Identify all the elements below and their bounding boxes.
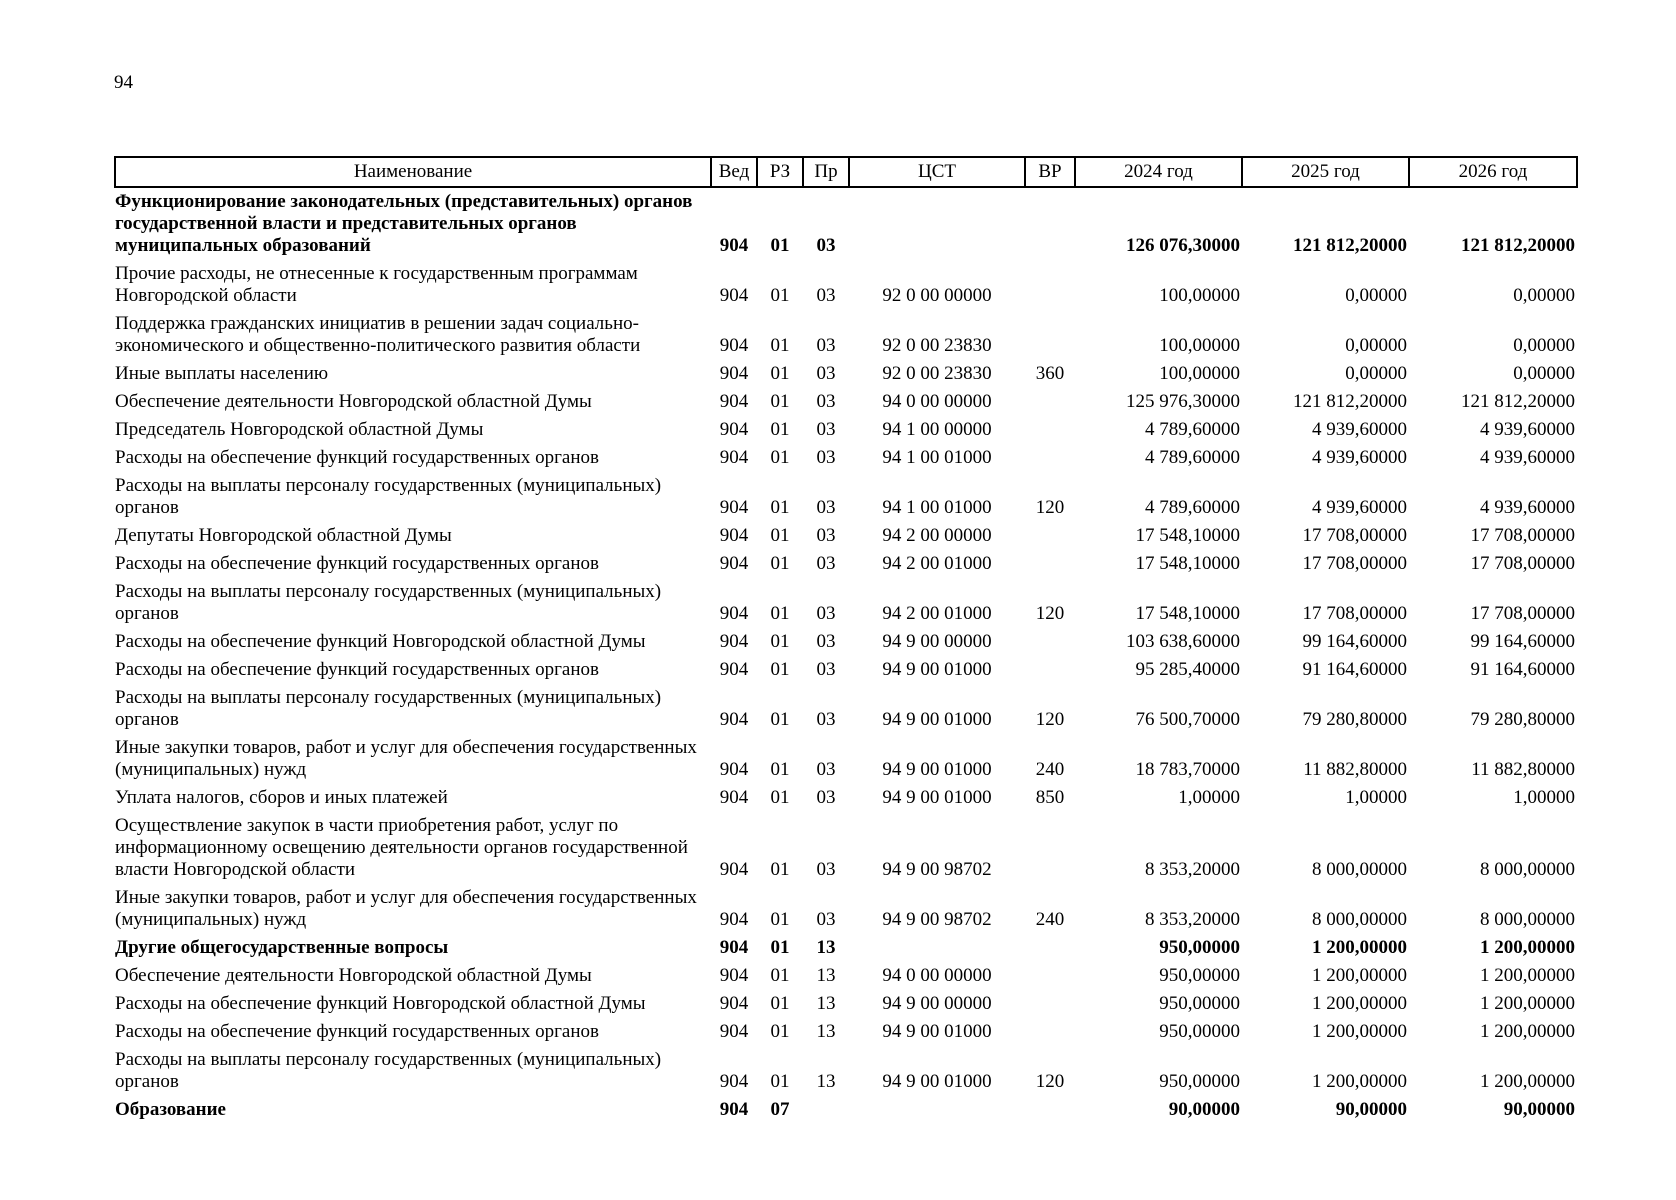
table-row — [115, 734, 1577, 784]
table-row — [115, 812, 1577, 884]
row-pr: 13 — [816, 1071, 836, 1092]
row-cst: 94 0 00 00000 — [882, 391, 992, 412]
row-name: Расходы на выплаты персоналу государственных (муниципальных) органов — [115, 687, 662, 730]
row-amount-2025: 0,00000 — [1345, 285, 1407, 306]
row-amount-2025: 4 939,60000 — [1312, 447, 1407, 468]
row-ved: 904 — [719, 859, 749, 880]
row-cst: 92 0 00 23830 — [882, 363, 992, 384]
row-cst — [849, 934, 1025, 962]
row-ved: 904 — [719, 631, 749, 652]
row-vr: 120 — [1035, 603, 1065, 624]
row-amount-2026: 1 200,00000 — [1480, 993, 1575, 1014]
row-pr: 03 — [816, 859, 836, 880]
row-amount-2024: 100,00000 — [1159, 285, 1240, 306]
row-pr: 13 — [816, 965, 836, 986]
row-vr — [1025, 444, 1075, 472]
row-amount-2024: 950,00000 — [1159, 1071, 1240, 1092]
row-ved: 904 — [719, 285, 749, 306]
row-rz: 01 — [770, 235, 790, 256]
row-amount-2026: 79 280,80000 — [1470, 709, 1575, 730]
header-2025: 2025 год — [1242, 157, 1409, 187]
row-pr: 03 — [816, 235, 836, 256]
row-cst: 94 1 00 01000 — [882, 497, 992, 518]
row-name: Иные закупки товаров, работ и услуг для обеспечения государственных (муниципальных) нужд — [115, 887, 697, 930]
row-pr: 03 — [816, 709, 836, 730]
row-name: Расходы на выплаты персоналу государственных (муниципальных) органов — [115, 1049, 662, 1092]
row-amount-2025: 11 882,80000 — [1303, 759, 1407, 780]
row-ved: 904 — [719, 497, 749, 518]
row-amount-2025: 99 164,60000 — [1302, 631, 1407, 652]
row-amount-2024: 17 548,10000 — [1135, 603, 1240, 624]
header-vr: ВР — [1025, 157, 1075, 187]
row-amount-2025: 1 200,00000 — [1312, 965, 1407, 986]
row-vr: 120 — [1035, 1071, 1065, 1092]
row-amount-2024: 4 789,60000 — [1145, 447, 1240, 468]
row-amount-2024: 8 353,20000 — [1145, 909, 1240, 930]
row-amount-2024: 17 548,10000 — [1135, 553, 1240, 574]
row-name: Прочие расходы, не отнесенные к государственным программам Новгородской области — [115, 263, 638, 306]
header-cst: ЦСТ — [849, 157, 1025, 187]
row-amount-2026: 99 164,60000 — [1470, 631, 1575, 652]
row-vr — [1025, 522, 1075, 550]
table-row — [115, 416, 1577, 444]
row-amount-2025: 4 939,60000 — [1312, 497, 1407, 518]
row-amount-2025: 1 200,00000 — [1312, 993, 1407, 1014]
row-rz: 01 — [770, 419, 790, 440]
row-amount-2024: 950,00000 — [1159, 1021, 1240, 1042]
row-cst: 94 9 00 00000 — [882, 631, 992, 652]
row-name: Образование — [115, 1099, 226, 1120]
row-vr — [1025, 628, 1075, 656]
row-vr: 240 — [1035, 759, 1065, 780]
row-cst: 94 1 00 01000 — [882, 447, 992, 468]
row-vr — [1025, 310, 1075, 360]
row-name: Депутаты Новгородской областной Думы — [115, 525, 452, 546]
row-name: Расходы на обеспечение функций Новгородской областной Думы — [115, 631, 646, 652]
row-rz: 01 — [770, 787, 790, 808]
row-cst: 92 0 00 23830 — [882, 335, 992, 356]
table-row — [115, 1046, 1577, 1096]
row-amount-2026: 17 708,00000 — [1470, 553, 1575, 574]
table-row — [115, 990, 1577, 1018]
row-rz: 01 — [770, 937, 790, 958]
row-pr: 03 — [816, 553, 836, 574]
row-amount-2026: 8 000,00000 — [1480, 909, 1575, 930]
row-amount-2026: 121 812,20000 — [1461, 391, 1575, 412]
table-row — [115, 578, 1577, 628]
row-rz: 01 — [770, 285, 790, 306]
row-name: Иные выплаты населению — [115, 363, 329, 384]
row-name: Расходы на обеспечение функций Новгородской областной Думы — [115, 993, 646, 1014]
table-row — [115, 934, 1577, 962]
row-name: Поддержка гражданских инициатив в решении задач социально-экономического и общественно-политического развития области — [115, 313, 641, 356]
row-rz: 01 — [770, 1071, 790, 1092]
row-cst — [849, 1096, 1025, 1124]
row-vr — [1025, 812, 1075, 884]
row-cst: 94 9 00 01000 — [882, 787, 992, 808]
row-rz: 01 — [770, 363, 790, 384]
row-pr: 13 — [816, 1021, 836, 1042]
row-pr — [803, 1096, 849, 1124]
row-vr — [1025, 187, 1075, 260]
row-cst: 94 9 00 98702 — [882, 909, 992, 930]
table-row — [115, 656, 1577, 684]
row-amount-2025: 121 812,20000 — [1293, 235, 1407, 256]
row-amount-2025: 1 200,00000 — [1312, 1021, 1407, 1042]
table-row — [115, 684, 1577, 734]
row-rz: 01 — [770, 447, 790, 468]
row-vr: 120 — [1035, 497, 1065, 518]
row-ved: 904 — [719, 603, 749, 624]
row-cst: 94 9 00 98702 — [882, 859, 992, 880]
row-cst: 94 2 00 01000 — [882, 553, 992, 574]
row-name: Председатель Новгородской областной Думы — [115, 419, 484, 440]
row-amount-2025: 1 200,00000 — [1312, 937, 1407, 958]
row-amount-2024: 100,00000 — [1159, 335, 1240, 356]
row-cst — [849, 187, 1025, 260]
row-cst: 94 9 00 01000 — [882, 759, 992, 780]
row-rz: 01 — [770, 1021, 790, 1042]
row-pr: 03 — [816, 525, 836, 546]
row-ved: 904 — [719, 1099, 749, 1120]
row-ved: 904 — [719, 335, 749, 356]
page-number: 94 — [114, 72, 133, 93]
row-vr: 120 — [1035, 709, 1065, 730]
row-ved: 904 — [719, 447, 749, 468]
row-ved: 904 — [719, 391, 749, 412]
table-row — [115, 388, 1577, 416]
row-amount-2024: 4 789,60000 — [1145, 419, 1240, 440]
row-vr — [1025, 1096, 1075, 1124]
row-amount-2026: 1 200,00000 — [1480, 1021, 1575, 1042]
row-ved: 904 — [719, 787, 749, 808]
row-amount-2026: 4 939,60000 — [1480, 447, 1575, 468]
row-amount-2026: 4 939,60000 — [1480, 497, 1575, 518]
row-amount-2025: 8 000,00000 — [1312, 859, 1407, 880]
row-amount-2024: 95 285,40000 — [1135, 659, 1240, 680]
table-row — [115, 784, 1577, 812]
row-amount-2026: 17 708,00000 — [1470, 525, 1575, 546]
row-amount-2026: 1 200,00000 — [1480, 1071, 1575, 1092]
row-amount-2024: 1,00000 — [1178, 787, 1240, 808]
table-row — [115, 472, 1577, 522]
row-amount-2026: 0,00000 — [1513, 335, 1575, 356]
row-amount-2026: 0,00000 — [1513, 285, 1575, 306]
row-ved: 904 — [719, 909, 749, 930]
row-name: Обеспечение деятельности Новгородской областной Думы — [115, 391, 592, 412]
row-name: Расходы на выплаты персоналу государственных (муниципальных) органов — [115, 475, 662, 518]
row-ved: 904 — [719, 659, 749, 680]
row-pr: 03 — [816, 285, 836, 306]
row-rz: 01 — [770, 391, 790, 412]
row-rz: 01 — [770, 909, 790, 930]
row-amount-2026: 11 882,80000 — [1471, 759, 1575, 780]
header-2026: 2026 год — [1409, 157, 1577, 187]
row-amount-2024: 100,00000 — [1159, 363, 1240, 384]
row-amount-2024: 103 638,60000 — [1126, 631, 1240, 652]
row-vr — [1025, 388, 1075, 416]
header-ved: Вед — [711, 157, 757, 187]
row-amount-2026: 90,00000 — [1503, 1099, 1575, 1120]
row-cst: 94 0 00 00000 — [882, 965, 992, 986]
row-rz: 01 — [770, 335, 790, 356]
row-amount-2026: 1 200,00000 — [1480, 937, 1575, 958]
row-vr — [1025, 550, 1075, 578]
row-vr: 850 — [1035, 787, 1065, 808]
row-rz: 01 — [770, 859, 790, 880]
row-vr: 240 — [1035, 909, 1065, 930]
row-ved: 904 — [719, 759, 749, 780]
row-rz: 01 — [770, 631, 790, 652]
table-row — [115, 310, 1577, 360]
row-pr: 03 — [816, 363, 836, 384]
row-name: Расходы на обеспечение функций государственных органов — [115, 447, 599, 468]
row-amount-2025: 90,00000 — [1335, 1099, 1407, 1120]
row-amount-2025: 91 164,60000 — [1302, 659, 1407, 680]
row-rz: 01 — [770, 709, 790, 730]
row-rz: 01 — [770, 525, 790, 546]
table-row — [115, 360, 1577, 388]
row-amount-2024: 950,00000 — [1159, 965, 1240, 986]
table-row — [115, 962, 1577, 990]
row-amount-2024: 950,00000 — [1159, 937, 1240, 958]
row-ved: 904 — [719, 1021, 749, 1042]
row-pr: 03 — [816, 659, 836, 680]
row-pr: 03 — [816, 631, 836, 652]
table-row — [115, 628, 1577, 656]
row-rz: 01 — [770, 497, 790, 518]
row-amount-2024: 17 548,10000 — [1135, 525, 1240, 546]
row-vr — [1025, 260, 1075, 310]
table-row — [115, 550, 1577, 578]
row-amount-2025: 8 000,00000 — [1312, 909, 1407, 930]
table-row — [115, 1018, 1577, 1046]
row-ved: 904 — [719, 525, 749, 546]
row-amount-2024: 125 976,30000 — [1126, 391, 1240, 412]
row-cst: 94 9 00 01000 — [882, 1021, 992, 1042]
row-ved: 904 — [719, 419, 749, 440]
row-ved: 904 — [719, 965, 749, 986]
row-pr: 03 — [816, 335, 836, 356]
row-rz: 01 — [770, 603, 790, 624]
row-pr: 03 — [816, 391, 836, 412]
row-amount-2025: 17 708,00000 — [1302, 525, 1407, 546]
table-row — [115, 260, 1577, 310]
row-amount-2025: 1,00000 — [1345, 787, 1407, 808]
row-name: Функционирование законодательных (представительных) органов государственной власти и представительных органов муниципальных образований — [115, 191, 693, 256]
header-name: Наименование — [115, 157, 711, 187]
budget-table — [114, 156, 1578, 1124]
row-rz: 01 — [770, 965, 790, 986]
row-amount-2026: 4 939,60000 — [1480, 419, 1575, 440]
row-amount-2025: 4 939,60000 — [1312, 419, 1407, 440]
table-row — [115, 444, 1577, 472]
row-amount-2026: 8 000,00000 — [1480, 859, 1575, 880]
table-body — [115, 187, 1577, 1124]
row-name: Расходы на обеспечение функций государственных органов — [115, 659, 599, 680]
row-amount-2026: 1,00000 — [1513, 787, 1575, 808]
row-amount-2025: 0,00000 — [1345, 335, 1407, 356]
header-2024: 2024 год — [1075, 157, 1242, 187]
row-vr — [1025, 990, 1075, 1018]
row-cst: 94 9 00 01000 — [882, 659, 992, 680]
row-rz: 01 — [770, 993, 790, 1014]
row-pr: 03 — [816, 603, 836, 624]
row-cst: 94 9 00 00000 — [882, 993, 992, 1014]
row-amount-2025: 17 708,00000 — [1302, 603, 1407, 624]
row-name: Другие общегосударственные вопросы — [115, 937, 449, 958]
row-amount-2026: 0,00000 — [1513, 363, 1575, 384]
row-vr — [1025, 656, 1075, 684]
row-vr — [1025, 962, 1075, 990]
row-ved: 904 — [719, 553, 749, 574]
row-pr: 13 — [816, 937, 836, 958]
row-rz: 01 — [770, 553, 790, 574]
row-amount-2026: 121 812,20000 — [1461, 235, 1575, 256]
row-vr — [1025, 416, 1075, 444]
row-vr — [1025, 934, 1075, 962]
row-amount-2024: 76 500,70000 — [1135, 709, 1240, 730]
row-amount-2025: 121 812,20000 — [1293, 391, 1407, 412]
row-name: Расходы на выплаты персоналу государственных (муниципальных) органов — [115, 581, 662, 624]
row-rz: 01 — [770, 659, 790, 680]
row-amount-2026: 1 200,00000 — [1480, 965, 1575, 986]
row-cst: 94 9 00 01000 — [882, 1071, 992, 1092]
row-amount-2024: 126 076,30000 — [1126, 235, 1240, 256]
row-name: Иные закупки товаров, работ и услуг для обеспечения государственных (муниципальных) нужд — [115, 737, 697, 780]
row-pr: 03 — [816, 759, 836, 780]
row-cst: 92 0 00 00000 — [882, 285, 992, 306]
row-amount-2024: 18 783,70000 — [1135, 759, 1240, 780]
header-pr: Пр — [803, 157, 849, 187]
row-pr: 03 — [816, 909, 836, 930]
row-rz: 07 — [770, 1099, 790, 1120]
table-row — [115, 884, 1577, 934]
row-amount-2024: 4 789,60000 — [1145, 497, 1240, 518]
row-amount-2024: 90,00000 — [1168, 1099, 1240, 1120]
table-row — [115, 187, 1577, 260]
row-amount-2024: 8 353,20000 — [1145, 859, 1240, 880]
row-cst: 94 2 00 00000 — [882, 525, 992, 546]
row-amount-2026: 17 708,00000 — [1470, 603, 1575, 624]
table-header — [115, 157, 1577, 187]
row-cst: 94 9 00 01000 — [882, 709, 992, 730]
row-vr: 360 — [1035, 363, 1065, 384]
row-name: Уплата налогов, сборов и иных платежей — [115, 787, 448, 808]
row-amount-2025: 0,00000 — [1345, 363, 1407, 384]
row-pr: 03 — [816, 787, 836, 808]
row-ved: 904 — [719, 1071, 749, 1092]
row-ved: 904 — [719, 235, 749, 256]
row-pr: 13 — [816, 993, 836, 1014]
row-amount-2024: 950,00000 — [1159, 993, 1240, 1014]
row-ved: 904 — [719, 993, 749, 1014]
row-amount-2025: 79 280,80000 — [1302, 709, 1407, 730]
row-name: Осуществление закупок в части приобретения работ, услуг по информационному освещению деятельности органов государственной власти Новгородской области — [115, 815, 688, 880]
row-amount-2026: 91 164,60000 — [1470, 659, 1575, 680]
row-ved: 904 — [719, 363, 749, 384]
row-rz: 01 — [770, 759, 790, 780]
row-vr — [1025, 1018, 1075, 1046]
table-row — [115, 522, 1577, 550]
row-ved: 904 — [719, 937, 749, 958]
row-name: Расходы на обеспечение функций государственных органов — [115, 553, 599, 574]
row-cst: 94 1 00 00000 — [882, 419, 992, 440]
row-name: Обеспечение деятельности Новгородской областной Думы — [115, 965, 592, 986]
row-ved: 904 — [719, 709, 749, 730]
row-pr: 03 — [816, 447, 836, 468]
row-amount-2025: 1 200,00000 — [1312, 1071, 1407, 1092]
table-row — [115, 1096, 1577, 1124]
row-pr: 03 — [816, 419, 836, 440]
row-amount-2025: 17 708,00000 — [1302, 553, 1407, 574]
row-name: Расходы на обеспечение функций государственных органов — [115, 1021, 599, 1042]
row-cst: 94 2 00 01000 — [882, 603, 992, 624]
row-pr: 03 — [816, 497, 836, 518]
header-rz: РЗ — [757, 157, 803, 187]
